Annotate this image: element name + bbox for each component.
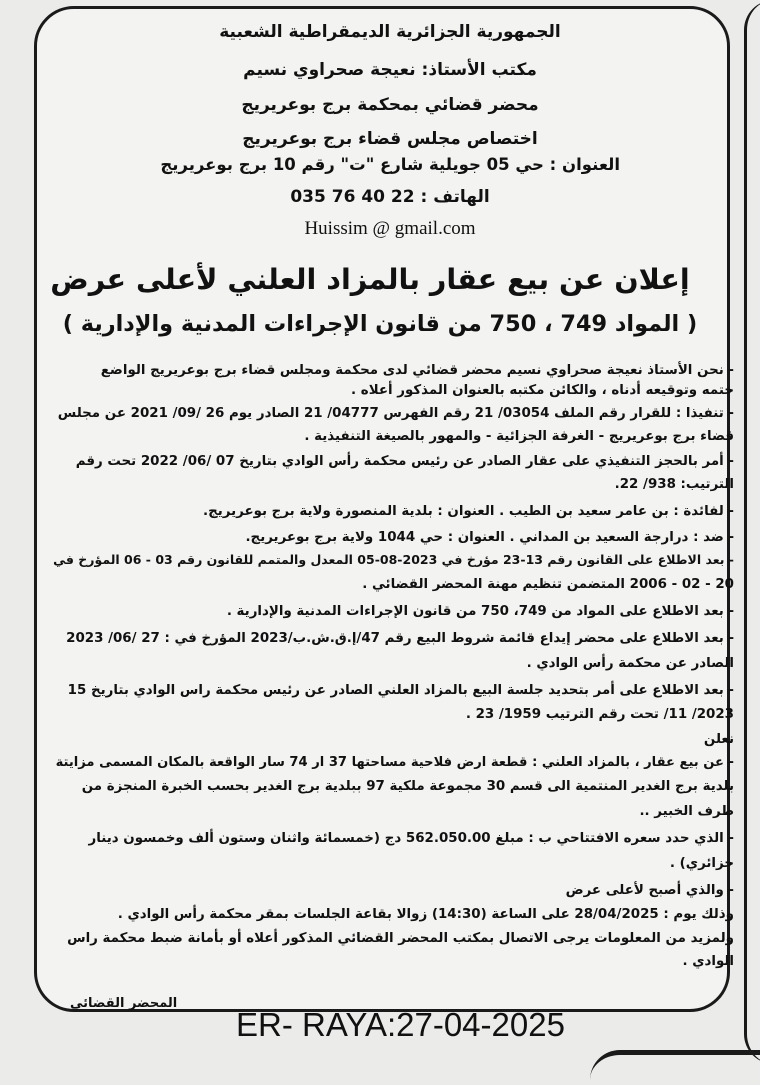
office-name: مكتب الأستاذ: نعيجة صحراوي نسيم	[243, 60, 537, 80]
body-line: - بعد الاطلاع على أمر بتحديد جلسة البيع بالمزاد العلني الصادر عن رئيس محكمة راس الوادي بتاريخ 15	[67, 683, 734, 698]
adjacent-frame	[744, 0, 760, 1064]
body-line: - أمر بالحجز التنفيذي على عقار الصادر عن رئيس محكمة رأس الوادي بتاريخ 07 /06/ 2022 تحت رقم	[75, 454, 734, 469]
body-line: - الذي حدد سعره الافتتاحي ب : مبلغ 562.050.00 دج (خمسمائة واثنان وستون ألف وخمسون دينار	[88, 831, 734, 846]
body-line: - بعد الاطلاع على القانون رقم 13-23 مؤرخ في 2023-08-05 المعدل والمتمم للقانون رقم 03 - 06 المؤرخ في	[53, 552, 734, 567]
republic-heading: الجمهورية الجزائرية الديمقراطية الشعبية	[219, 22, 561, 42]
body-line: 20 - 02 - 2006 المتضمن تنظيم مهنة المحضر القضائي .	[362, 577, 734, 592]
body-line: - والذي أصبح لأعلى عرض	[565, 883, 734, 898]
body-line: - نحن الأستاذ نعيجة صحراوي نسيم محضر قضائي لدى محكمة ومجلس قضاء برج بوعريريج الواضع	[100, 363, 734, 378]
body-line: قضاء برج بوعريريج - الغرفة الجزائية - والمهور بالصيغة التنفيذية .	[304, 429, 734, 444]
phone: الهاتف : 22 40 76 035	[290, 187, 490, 207]
notice-subtitle: ( المواد 749 ، 750 من قانون الإجراءات المدنية والإدارية )	[62, 311, 698, 337]
announce-heading: نعلن	[703, 732, 734, 747]
jurisdiction: اختصاص مجلس قضاء برج بوعريريج	[242, 129, 538, 149]
body-line: - تنفيذا : للقرار رقم الملف 03054/ 21 رقم الفهرس 04777/ 21 الصادر يوم 26 /09/ 2021 عن مجلس	[57, 406, 734, 421]
body-line: الصادر عن محكمة رأس الوادي .	[526, 656, 734, 671]
body-line: - لفائدة : بن عامر سعيد بن الطيب . العنوان : بلدية المنصورة ولاية برج بوعريريج.	[202, 504, 734, 519]
bailiff-role: محضر قضائي بمحكمة برج بوعريريج	[241, 95, 539, 115]
address: العنوان : حي 05 جويلية شارع "ت" رقم 10 برج بوعريريج	[160, 155, 620, 174]
body-line: الوادي .	[682, 954, 734, 969]
adjacent-frame-bottom	[590, 1050, 760, 1085]
signature: المحضر القضائي	[70, 996, 178, 1011]
body-line: - بعد الاطلاع على المواد من 749، 750 من قانون الإجراءات المدنية والإدارية .	[226, 604, 734, 619]
notice-title: إعلان عن بيع عقار بالمزاد العلني لأعلى عرض	[50, 262, 690, 296]
body-line: 2023/ 11/ تحت رقم الترتيب 1959/ 23 .	[465, 707, 734, 722]
body-line: ولمزيد من المعلومات يرجى الاتصال بمكتب المحضر القضائي المذكور أعلاه أو بأمانة ضبط محكمة راس	[67, 931, 734, 946]
newspaper-footer: ER- RAYA:27-04-2025	[236, 1006, 565, 1043]
email: Huissim @ gmail.com	[304, 218, 476, 239]
body-line: طرف الخبير ..	[639, 804, 734, 819]
body-line: الترتيب: 938/ 22.	[614, 477, 734, 492]
body-line: - عن بيع عقار ، بالمزاد العلني : قطعة ارض فلاحية مساحتها 37 ار 74 سار الواقعة بالمكان المسمى مزايتة	[55, 755, 734, 770]
body-line: جزائري) .	[669, 856, 734, 871]
body-line: وذلك يوم : 28/04/2025 على الساعة (14:30) زوالا بقاعة الجلسات بمقر محكمة رأس الوادي .	[117, 907, 734, 922]
body-line: - بعد الاطلاع على محضر إيداع قائمة شروط البيع رقم 47/إ.ق.ش.ب/2023 المؤرخ في : 27 /06/ 2023	[66, 631, 734, 646]
body-line: ختمه وتوقيعه أدناه ، والكائن مكتبه بالعنوان المذكور أعلاه .	[351, 383, 734, 398]
body-line: بلدية برج الغدير المنتمية الى قسم 30 مجموعة ملكية 97 ببلدية برج الغدير بحسب الخبرة المنجزة من	[81, 779, 734, 794]
body-line: - ضد : درارجة السعيد بن المداني . العنوان : حي 1044 ولاية برج بوعريريج.	[245, 530, 734, 545]
